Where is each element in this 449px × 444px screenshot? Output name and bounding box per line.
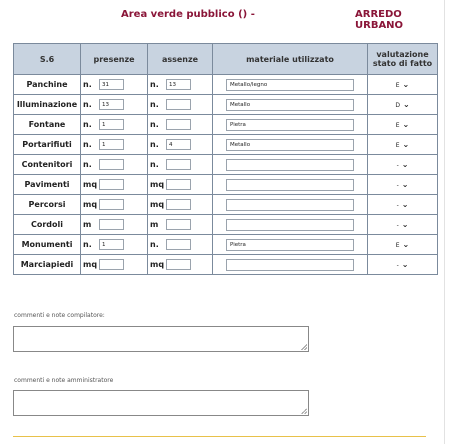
presenze-input[interactable] bbox=[99, 159, 124, 170]
assenze-unit: mq bbox=[150, 200, 165, 209]
header-materiale: materiale utilizzato bbox=[213, 44, 368, 75]
presenze-cell bbox=[81, 155, 148, 175]
valutazione-select[interactable] bbox=[368, 215, 438, 235]
chevron-down-icon: ⌄ bbox=[402, 140, 410, 149]
presenze-unit: mq bbox=[83, 180, 98, 189]
presenze-unit: n. bbox=[83, 80, 92, 89]
materiale-input[interactable] bbox=[226, 259, 354, 271]
header-s6: S.6 bbox=[14, 44, 81, 75]
chevron-down-icon: ⌄ bbox=[402, 240, 410, 249]
note-amministratore-label: commenti e note amministratore bbox=[14, 377, 114, 384]
section-title: ARREDO URBANO bbox=[355, 9, 404, 31]
valutazione-value: D bbox=[395, 102, 400, 109]
presenze-unit: n. bbox=[83, 140, 92, 149]
page-right-border bbox=[444, 0, 445, 444]
materiale-input[interactable]: Pietra bbox=[226, 239, 354, 251]
assenze-input[interactable] bbox=[166, 219, 191, 230]
presenze-unit: mq bbox=[83, 260, 98, 269]
presenze-cell bbox=[81, 75, 148, 95]
row-label: Cordoli bbox=[14, 215, 81, 235]
materiale-cell bbox=[213, 115, 368, 135]
valutazione-value: - bbox=[396, 202, 399, 209]
assenze-input[interactable] bbox=[166, 259, 191, 270]
assenze-cell bbox=[148, 195, 213, 215]
materiale-input[interactable]: Metallo bbox=[226, 99, 354, 111]
presenze-cell bbox=[81, 95, 148, 115]
table-row bbox=[14, 155, 438, 175]
materiale-cell bbox=[213, 235, 368, 255]
assenze-input[interactable] bbox=[166, 239, 191, 250]
chevron-down-icon: ⌄ bbox=[401, 260, 409, 269]
assenze-cell bbox=[148, 135, 213, 155]
materiale-input[interactable]: Metallo bbox=[226, 139, 354, 151]
note-compilatore-textarea[interactable] bbox=[13, 326, 309, 352]
valutazione-select[interactable] bbox=[368, 235, 438, 255]
presenze-input[interactable]: 1 bbox=[99, 239, 124, 250]
row-label: Monumenti bbox=[14, 235, 81, 255]
assenze-unit: mq bbox=[150, 260, 165, 269]
table-row bbox=[14, 255, 438, 275]
assenze-unit: n. bbox=[150, 140, 159, 149]
header-valutazione: valutazione stato di fatto bbox=[368, 44, 438, 75]
table-row bbox=[14, 215, 438, 235]
materiale-cell bbox=[213, 215, 368, 235]
assenze-unit: n. bbox=[150, 80, 159, 89]
chevron-down-icon: ⌄ bbox=[402, 120, 410, 129]
valutazione-value: E bbox=[395, 122, 400, 129]
presenze-input[interactable]: 31 bbox=[99, 79, 124, 90]
assenze-input[interactable] bbox=[166, 199, 191, 210]
presenze-cell bbox=[81, 215, 148, 235]
presenze-input[interactable] bbox=[99, 259, 124, 270]
assenze-unit: mq bbox=[150, 180, 165, 189]
presenze-unit: n. bbox=[83, 240, 92, 249]
presenze-cell bbox=[81, 175, 148, 195]
row-label: Marciapiedi bbox=[14, 255, 81, 275]
row-label: Fontane bbox=[14, 115, 81, 135]
materiale-input[interactable]: Pietra bbox=[226, 119, 354, 131]
valutazione-select[interactable] bbox=[368, 155, 438, 175]
valutazione-value: E bbox=[395, 82, 400, 89]
resize-handle-icon[interactable] bbox=[301, 408, 307, 414]
assenze-cell bbox=[148, 215, 213, 235]
materiale-input[interactable]: Metallo/legno bbox=[226, 79, 354, 91]
table-row bbox=[14, 175, 438, 195]
presenze-unit: mq bbox=[83, 200, 98, 209]
valutazione-select[interactable] bbox=[368, 175, 438, 195]
materiale-cell bbox=[213, 95, 368, 115]
materiale-input[interactable] bbox=[226, 199, 354, 211]
valutazione-value: E bbox=[395, 242, 400, 249]
presenze-cell bbox=[81, 115, 148, 135]
row-label: Percorsi bbox=[14, 195, 81, 215]
assenze-input[interactable] bbox=[166, 99, 191, 110]
assenze-cell bbox=[148, 175, 213, 195]
chevron-down-icon: ⌄ bbox=[402, 80, 410, 89]
materiale-input[interactable] bbox=[226, 179, 354, 191]
presenze-cell bbox=[81, 135, 148, 155]
chevron-down-icon: ⌄ bbox=[401, 220, 409, 229]
assenze-input[interactable]: 13 bbox=[166, 79, 191, 90]
chevron-down-icon: ⌄ bbox=[401, 200, 409, 209]
valutazione-select[interactable] bbox=[368, 135, 438, 155]
valutazione-select[interactable] bbox=[368, 255, 438, 275]
arredo-table-wrap bbox=[13, 43, 437, 275]
presenze-input[interactable] bbox=[99, 179, 124, 190]
table-row bbox=[14, 115, 438, 135]
table-row bbox=[14, 195, 438, 215]
assenze-input[interactable] bbox=[166, 119, 191, 130]
form-header bbox=[0, 0, 449, 30]
table-row bbox=[14, 95, 438, 115]
presenze-cell bbox=[81, 255, 148, 275]
materiale-cell bbox=[213, 255, 368, 275]
assenze-unit: n. bbox=[150, 240, 159, 249]
page-title: Area verde pubblico () - bbox=[121, 9, 255, 20]
chevron-down-icon: ⌄ bbox=[402, 100, 410, 109]
assenze-unit: m bbox=[150, 220, 159, 229]
valutazione-value: - bbox=[396, 222, 399, 229]
valutazione-value: - bbox=[396, 182, 399, 189]
row-label: Portarifiuti bbox=[14, 135, 81, 155]
assenze-cell bbox=[148, 255, 213, 275]
note-amministratore-textarea[interactable] bbox=[13, 390, 309, 416]
row-label: Contenitori bbox=[14, 155, 81, 175]
assenze-cell bbox=[148, 95, 213, 115]
presenze-input[interactable] bbox=[99, 219, 124, 230]
note-compilatore-label: commenti e note compilatore: bbox=[14, 312, 105, 319]
presenze-input[interactable]: 13 bbox=[99, 99, 124, 110]
header-presenze: presenze bbox=[81, 44, 148, 75]
presenze-unit: n. bbox=[83, 100, 92, 109]
resize-handle-icon[interactable] bbox=[301, 344, 307, 350]
assenze-input[interactable] bbox=[166, 179, 191, 190]
table-row bbox=[14, 75, 438, 95]
presenze-unit: m bbox=[83, 220, 92, 229]
presenze-cell bbox=[81, 195, 148, 215]
footer-divider bbox=[13, 436, 426, 437]
assenze-cell bbox=[148, 75, 213, 95]
materiale-cell bbox=[213, 175, 368, 195]
valutazione-select[interactable] bbox=[368, 195, 438, 215]
presenze-input[interactable] bbox=[99, 199, 124, 210]
assenze-unit: n. bbox=[150, 120, 159, 129]
chevron-down-icon: ⌄ bbox=[401, 160, 409, 169]
row-label: Pavimenti bbox=[14, 175, 81, 195]
row-label: Panchine bbox=[14, 75, 81, 95]
materiale-input[interactable] bbox=[226, 219, 354, 231]
table-row bbox=[14, 135, 438, 155]
assenze-cell bbox=[148, 115, 213, 135]
table-body bbox=[14, 75, 438, 275]
presenze-cell bbox=[81, 235, 148, 255]
valutazione-value: - bbox=[396, 162, 399, 169]
presenze-unit: n. bbox=[83, 120, 92, 129]
presenze-input[interactable]: 1 bbox=[99, 139, 124, 150]
row-label: Illuminazione bbox=[14, 95, 81, 115]
table-header-row bbox=[14, 44, 438, 75]
chevron-down-icon: ⌄ bbox=[401, 180, 409, 189]
materiale-cell bbox=[213, 155, 368, 175]
assenze-input[interactable]: 4 bbox=[166, 139, 191, 150]
assenze-cell bbox=[148, 235, 213, 255]
assenze-unit: n. bbox=[150, 160, 159, 169]
valutazione-value: E bbox=[395, 142, 400, 149]
valutazione-select[interactable] bbox=[368, 95, 438, 115]
valutazione-select[interactable] bbox=[368, 115, 438, 135]
valutazione-value: - bbox=[396, 262, 399, 269]
materiale-cell bbox=[213, 75, 368, 95]
materiale-input[interactable] bbox=[226, 159, 354, 171]
arredo-table bbox=[13, 43, 438, 275]
assenze-unit: n. bbox=[150, 100, 159, 109]
materiale-cell bbox=[213, 195, 368, 215]
header-assenze: assenze bbox=[148, 44, 213, 75]
assenze-cell bbox=[148, 155, 213, 175]
assenze-input[interactable] bbox=[166, 159, 191, 170]
materiale-cell bbox=[213, 135, 368, 155]
presenze-unit: n. bbox=[83, 160, 92, 169]
valutazione-select[interactable] bbox=[368, 75, 438, 95]
presenze-input[interactable]: 1 bbox=[99, 119, 124, 130]
table-row bbox=[14, 235, 438, 255]
